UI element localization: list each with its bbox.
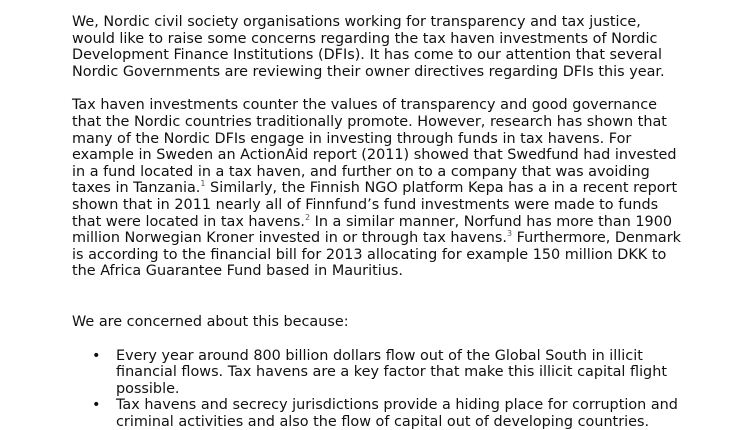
list-item <box>72 348 682 398</box>
paragraph-text: Furthermore, Denmark is according to the financial bill for 2013 allocating for example 150 million DKK to the Africa Guarantee Fund based in Mauritius. <box>72 230 681 279</box>
bullet-icon: • <box>92 348 101 365</box>
paragraph-text: Tax haven investments counter the values of transparency and good governance that the Nordic countries traditionally promote. However, research has shown that many of the Nordic DFIs engage in investing through funds in tax havens. For example in Sweden an ActionAid report (2011) showed that Swedfund had invested in a fund located in a tax haven, and further on to a company that was avoiding taxes in Tanzania. <box>72 97 676 196</box>
footnote-ref-1[interactable]: 1 <box>200 179 205 188</box>
footnote-ref-3[interactable]: 3 <box>507 229 512 238</box>
list-item-text: Tax havens and secrecy jurisdictions provide a hiding place for corruption and criminal activities and also the flow of capital out of developing countries. <box>116 397 678 430</box>
paragraph-text: In a similar manner, Norfund has more than 1900 million Norwegian Kroner invested in or through tax havens. <box>72 214 672 247</box>
paragraph-text: Similarly, the Finnish NGO platform Kepa has a in a recent report shown that in 2011 nearly all of Finnfund’s fund investments were made to funds that were located in tax havens. <box>72 180 677 229</box>
paragraph-concerns-heading: We are concerned about this because: <box>72 314 682 331</box>
document-page <box>72 14 682 430</box>
footnote-ref-2[interactable]: 2 <box>305 213 310 222</box>
paragraph-intro: We, Nordic civil society organisations working for transparency and tax justice, would like to raise some concerns regarding the tax haven investments of Nordic Development Finance Institutions (DFIs). It has come to our attention that several Nordic Governments are reviewing their owner directives regarding DFIs this year. <box>72 14 682 80</box>
paragraph-tax-haven-investments <box>72 97 682 280</box>
list-item <box>72 397 682 430</box>
list-item-text: Every year around 800 billion dollars flow out of the Global South in illicit financial flows. Tax havens are a key factor that make this illicit capital flight possible. <box>116 348 667 397</box>
bullet-icon: • <box>92 397 101 414</box>
concerns-list <box>72 348 682 430</box>
